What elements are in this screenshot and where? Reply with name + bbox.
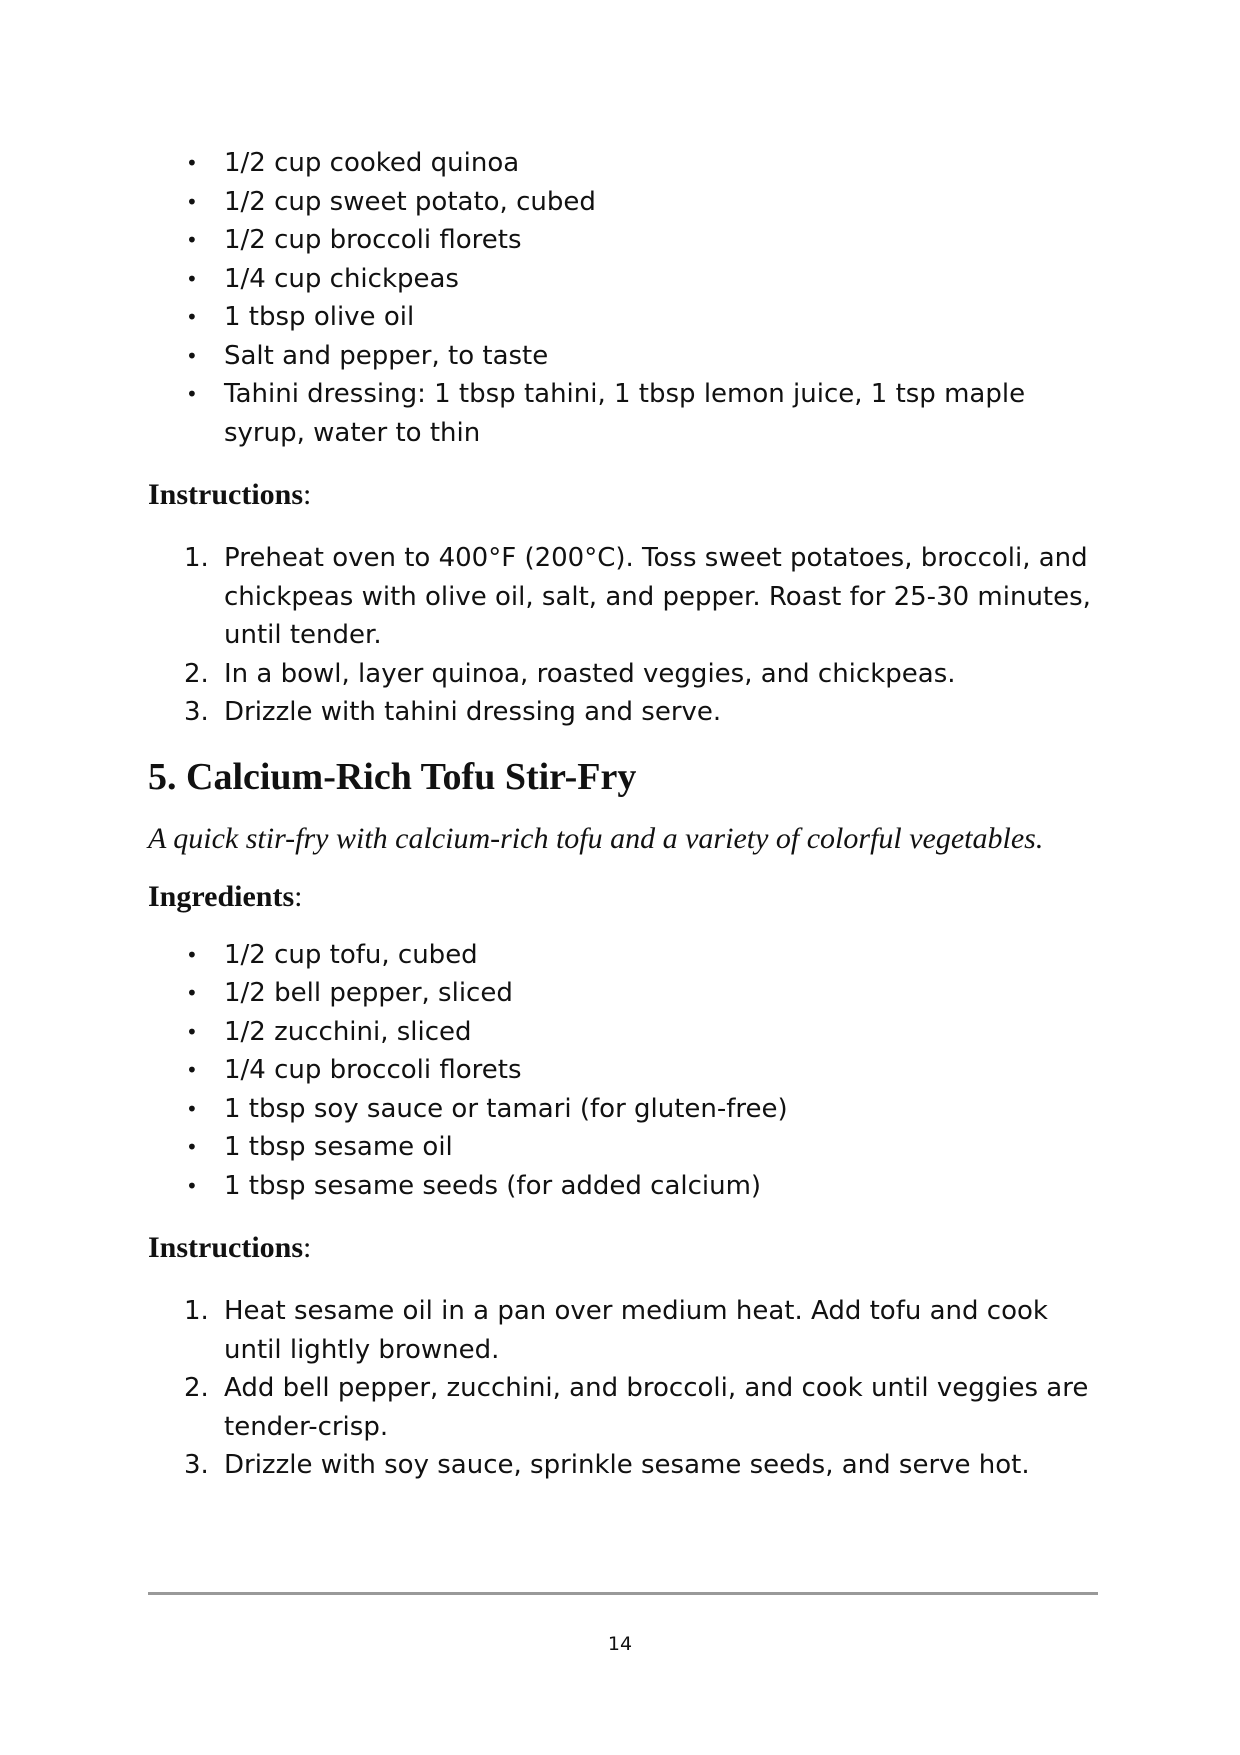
list-item: • 1 tbsp soy sauce or tamari (for gluten-free) bbox=[148, 1090, 1098, 1129]
list-item: • Salt and pepper, to taste bbox=[148, 337, 1098, 376]
bullet-icon: • bbox=[186, 343, 198, 368]
list-item: • 1/4 cup broccoli florets bbox=[148, 1051, 1098, 1090]
bullet-icon: • bbox=[186, 1135, 198, 1159]
recipe-title: 5. Calcium-Rich Tofu Stir-Fry bbox=[148, 755, 637, 798]
list-item: • 1 tbsp sesame seeds (for added calcium) bbox=[148, 1167, 1098, 1206]
bullet-icon: • bbox=[186, 1019, 198, 1044]
list-item: 1. Preheat oven to 400°F (200°C). Toss sweet potatoes, broccoli, and chickpeas with olive oil, salt, and pepper. Roast for 25-30 minutes, until tender. bbox=[148, 539, 1098, 655]
bullet-icon: • bbox=[186, 228, 198, 252]
list-item: 1. Heat sesame oil in a pan over medium heat. Add tofu and cook until lightly browned. bbox=[148, 1292, 1098, 1369]
bullet-icon: • bbox=[186, 305, 198, 329]
page-content bbox=[148, 144, 1098, 1485]
page-number: 14 bbox=[607, 1633, 633, 1655]
previous-instructions-heading: Instructions: bbox=[148, 478, 312, 511]
list-item: • 1 tbsp sesame oil bbox=[148, 1128, 1098, 1167]
previous-ingredients-list bbox=[148, 144, 1098, 452]
previous-instructions-list bbox=[148, 539, 1098, 732]
step-number: 3. bbox=[184, 1450, 209, 1480]
list-item: • 1/2 cup tofu, cubed bbox=[148, 936, 1098, 975]
list-item: • 1/2 cup broccoli florets bbox=[148, 221, 1098, 260]
ingredients-heading: Ingredients: bbox=[148, 879, 303, 913]
bullet-icon: • bbox=[186, 382, 198, 406]
bullet-icon: • bbox=[186, 189, 198, 214]
list-item: 2. In a bowl, layer quinoa, roasted veggies, and chickpeas. bbox=[148, 655, 1098, 694]
list-item: • 1/2 bell pepper, sliced bbox=[148, 974, 1098, 1013]
bullet-icon: • bbox=[186, 151, 198, 175]
list-item: • 1/2 zucchini, sliced bbox=[148, 1013, 1098, 1052]
instructions-list bbox=[148, 1292, 1098, 1485]
list-item: • 1/2 cup sweet potato, cubed bbox=[148, 183, 1098, 222]
bullet-icon: • bbox=[186, 981, 198, 1005]
ingredients-list bbox=[148, 936, 1098, 1206]
step-number: 1. bbox=[184, 1296, 209, 1326]
recipe-description: A quick stir-fry with calcium-rich tofu and a variety of colorful vegetables. bbox=[148, 821, 1044, 855]
list-item: 3. Drizzle with tahini dressing and serve. bbox=[148, 693, 1098, 732]
list-item: • 1/2 cup cooked quinoa bbox=[148, 144, 1098, 183]
step-number: 1. bbox=[184, 543, 209, 573]
instructions-heading: Instructions: bbox=[148, 1231, 312, 1264]
bullet-icon: • bbox=[186, 1058, 198, 1082]
bullet-icon: • bbox=[186, 266, 198, 291]
bullet-icon: • bbox=[186, 942, 198, 967]
step-number: 2. bbox=[184, 1373, 209, 1403]
step-number: 2. bbox=[184, 658, 209, 689]
bullet-icon: • bbox=[186, 1173, 198, 1198]
footer-divider bbox=[148, 1592, 1098, 1595]
list-item: • 1/4 cup chickpeas bbox=[148, 260, 1098, 299]
bullet-icon: • bbox=[186, 1096, 198, 1121]
list-item: 2. Add bell pepper, zucchini, and broccoli, and cook until veggies are tender-crisp. bbox=[148, 1369, 1098, 1446]
step-number: 3. bbox=[184, 697, 209, 727]
list-item: • 1 tbsp olive oil bbox=[148, 298, 1098, 337]
list-item: 3. Drizzle with soy sauce, sprinkle sesame seeds, and serve hot. bbox=[148, 1446, 1098, 1485]
list-item: • Tahini dressing: 1 tbsp tahini, 1 tbsp lemon juice, 1 tsp maple syrup, water to thin bbox=[148, 375, 1098, 452]
